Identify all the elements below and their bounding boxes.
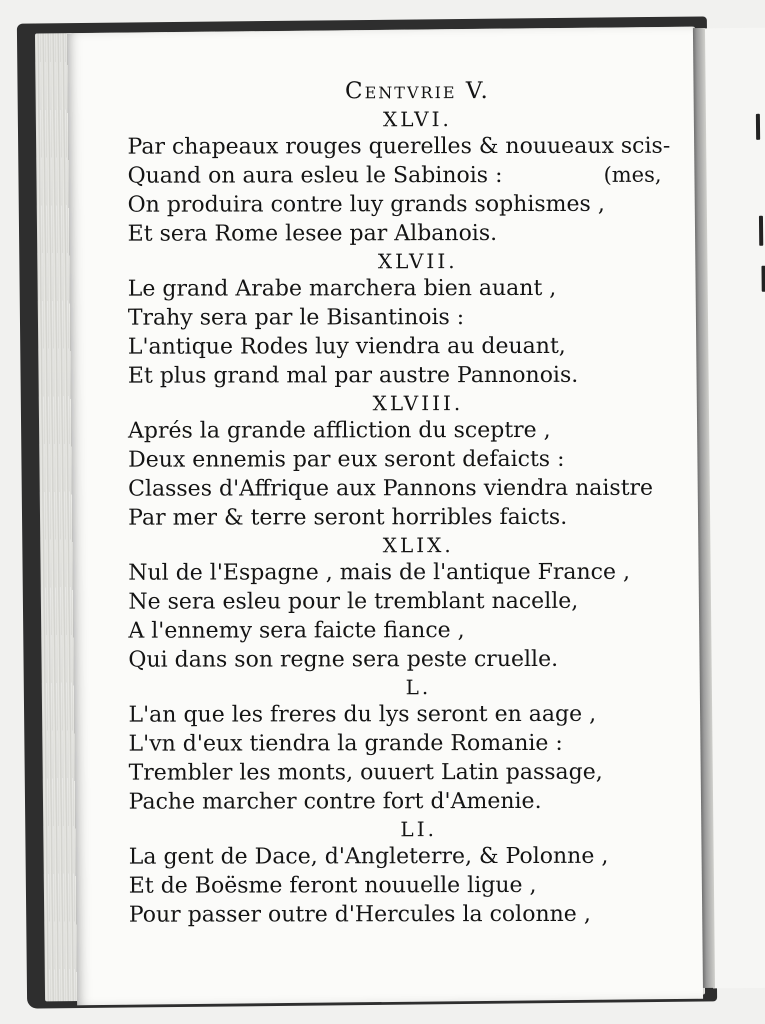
verse-line: Nul de l'Espagne , mais de l'antique France ,	[128, 559, 631, 586]
verse-line: Pache marcher contre fort d'Amenie.	[128, 788, 542, 815]
quatrain-numeral: XLVII.	[377, 249, 458, 274]
quatrain-numeral: XLVI.	[383, 107, 452, 132]
facing-page-glyph	[756, 114, 760, 140]
quatrain-numeral: L.	[405, 675, 432, 700]
page-text	[127, 76, 671, 930]
verse-line: Qui dans son regne sera peste cruelle.	[128, 646, 559, 673]
facing-page-glyph	[761, 266, 765, 292]
quatrain	[129, 816, 669, 930]
facing-page-glyph	[759, 216, 763, 246]
turnover-word: (mes,	[603, 162, 662, 187]
verse-line: On produira contre luy grands sophismes ,	[127, 191, 605, 218]
running-head: Centvrie V.	[344, 78, 490, 105]
verse-line: Trembler les monts, ouuert Latin passage,	[128, 759, 603, 786]
verse-line: Et sera Rome lesee par Albanois.	[127, 221, 498, 247]
verse-line: Trahy sera par le Bisantinois :	[127, 305, 465, 331]
verse-line: L'antique Rodes luy viendra au deuant,	[127, 333, 566, 360]
verse-line: L'vn d'eux tiendra la grande Romanie :	[128, 730, 563, 757]
verse-line: Par mer & terre seront horribles faicts.	[128, 504, 568, 531]
verse-line: Deux ennemis par eux seront defaicts :	[128, 446, 565, 473]
verse-line: Le grand Arabe marchera bien auant ,	[127, 275, 557, 302]
quatrain	[128, 532, 668, 675]
verse-line-with-turnover	[128, 161, 668, 191]
book-page	[67, 27, 703, 1006]
quatrain	[128, 674, 668, 817]
quatrain-numeral: XLIX.	[382, 533, 454, 558]
quatrain-numeral: XLVIII.	[372, 391, 464, 416]
verse-line: Classes d'Affrique aux Pannons viendra naistre	[128, 475, 654, 502]
verse-line: Pour passer outre d'Hercules la colonne ,	[128, 901, 591, 928]
verse-line: Ne sera esleu pour le tremblant nacelle,	[128, 588, 579, 615]
verse-line: La gent de Dace, d'Angleterre, & Polonne ,	[128, 843, 609, 870]
verse-line: A l'ennemy sera faicte fiance ,	[128, 618, 465, 644]
verse-line: Quand on aura esleu le Sabinois :	[127, 163, 503, 189]
quatrain	[128, 248, 668, 391]
verse-line: Et de Boësme feront nouuelle ligue ,	[128, 872, 537, 899]
quatrain	[127, 106, 671, 249]
verse-line: L'an que les freres du lys seront en aage ,	[128, 701, 597, 728]
quatrain	[128, 390, 668, 533]
verse-line: Aprés la grande affliction du sceptre ,	[127, 417, 551, 444]
verse-line: Et plus grand mal par austre Pannonois.	[127, 362, 579, 389]
verse-line: Par chapeaux rouges querelles & nouueaux scis-	[127, 133, 671, 160]
quatrain-numeral: LI.	[400, 817, 437, 842]
